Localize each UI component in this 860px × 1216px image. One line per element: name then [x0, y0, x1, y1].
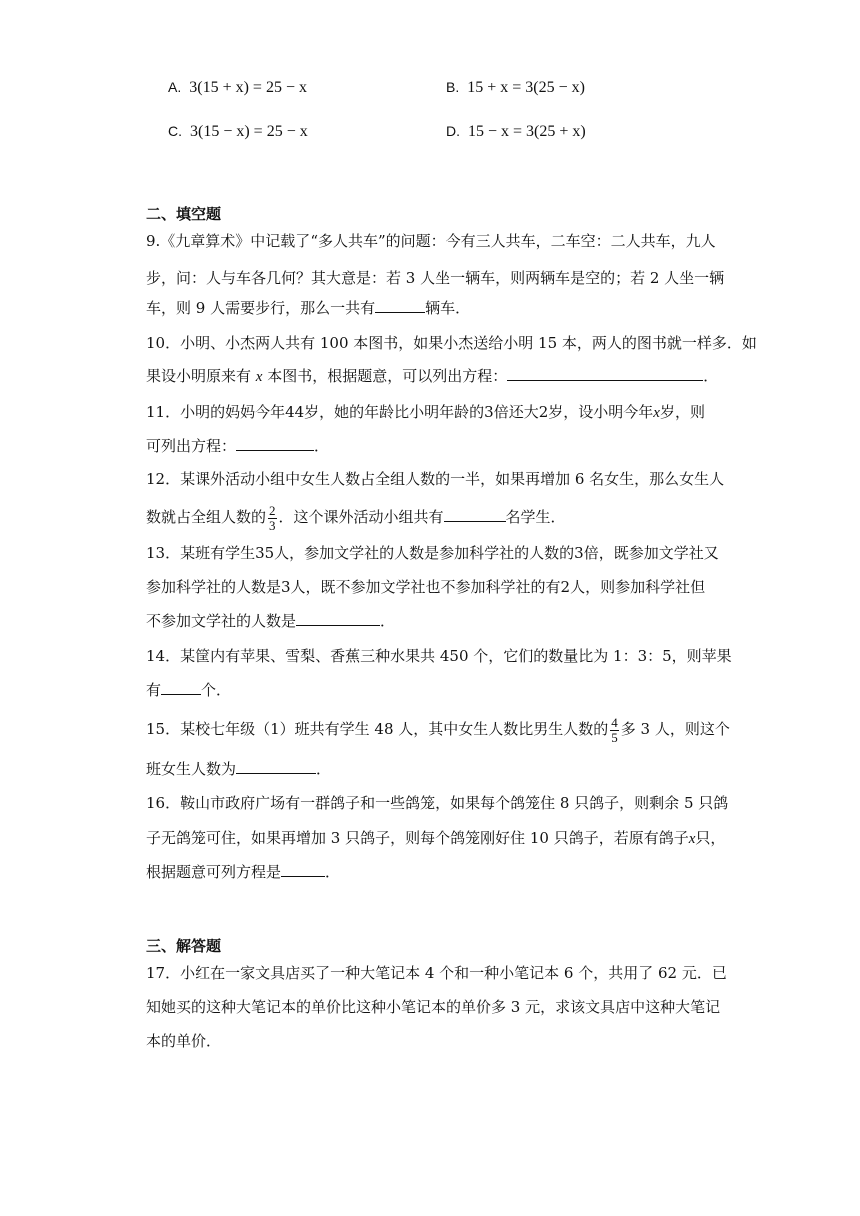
text: 辆车．: [425, 299, 471, 317]
text: 岁，则: [659, 403, 705, 421]
option-letter: C.: [168, 123, 182, 139]
text: 子无鸽笼可住，如果再增加 3 只鸽子，则每个鸽笼刚好住 10 只鸽子，若原有鸽子: [146, 829, 689, 847]
text: ．: [314, 437, 330, 455]
text: ．这个课外活动小组共有: [278, 508, 444, 526]
question-9-line-1: 9.《九章算术》中记载了“多人共车”的问题：今有三人共车，二车空：二人共车，九人: [146, 232, 716, 250]
question-15-line-1: [146, 712, 730, 746]
question-13-line-1: 13．某班有学生35人，参加文学社的人数是参加科学社的人数的3倍，既参加文学社又: [146, 544, 719, 562]
variable: x: [255, 369, 263, 385]
answer-blank[interactable]: [236, 759, 316, 774]
text: ．: [703, 367, 719, 385]
text: 有: [146, 681, 162, 699]
text: ．: [380, 612, 396, 630]
option-letter: D.: [446, 123, 460, 139]
text: 果设小明原来有: [146, 367, 252, 385]
question-16-line-2: [146, 828, 725, 849]
question-9-line-2: 步，问：人与车各几何？其大意是：若 3 人坐一辆车，则两辆车是空的；若 2 人坐一辆: [146, 269, 725, 287]
fraction: [610, 716, 619, 745]
fraction: [268, 504, 277, 533]
section-title-fill-in: 二、填空题: [146, 206, 222, 223]
option-letter: A.: [168, 79, 182, 95]
option-a[interactable]: [168, 78, 307, 97]
section-title-answer: 三、解答题: [146, 938, 222, 955]
answer-blank[interactable]: [281, 862, 325, 877]
text: 不参加文学社的人数是: [146, 612, 297, 630]
question-13-line-2: 参加科学社的人数是3人，既不参加文学社也不参加科学社的有2人，则参加科学社但: [146, 578, 706, 596]
fraction-denominator: 5: [611, 729, 618, 745]
question-12-line-1: 12．某课外活动小组中女生人数占全组人数的一半，如果再增加 6 名女生，那么女生人: [146, 470, 725, 488]
fraction-denominator: 3: [269, 517, 276, 533]
question-13-line-3: [146, 611, 395, 631]
fraction-numerator: 2: [269, 502, 276, 518]
answer-blank[interactable]: [507, 366, 703, 381]
option-expression: 3(15 + x) = 25 − x: [189, 79, 307, 96]
answer-blank[interactable]: [296, 611, 380, 626]
question-11-line-1: [146, 402, 705, 423]
text: 根据题意可列方程是: [146, 863, 282, 881]
text: 车，则 9 人需要步行，那么一共有: [146, 299, 376, 317]
option-expression: 15 + x = 3(25 − x): [467, 79, 585, 96]
question-15-line-2: [146, 759, 331, 779]
fraction-numerator: 4: [611, 714, 618, 730]
question-16-line-3: [146, 862, 340, 882]
question-17-line-1: 17．小红在一家文具店买了一种大笔记本 4 个和一种小笔记本 6 个，共用了 62 元．已: [146, 964, 727, 982]
option-letter: B.: [446, 79, 460, 95]
variable: x: [653, 405, 660, 421]
text: ．: [316, 760, 332, 778]
question-14-line-1: 14．某筐内有苹果、雪梨、香蕉三种水果共 450 个，它们的数量比为 1：3：5，则苹果: [146, 647, 732, 665]
answer-blank[interactable]: [375, 298, 425, 313]
text: 名学生．: [505, 508, 566, 526]
text: 个．: [201, 681, 232, 699]
text: 15．某校七年级（1）班共有学生 48 人，其中女生人数比男生人数的: [146, 720, 609, 738]
text: 只，: [695, 829, 726, 847]
question-17-line-3: 本的单价．: [146, 1032, 222, 1050]
text: 本图书，根据题意，可以列出方程：: [267, 367, 508, 385]
question-11-line-2: [146, 436, 329, 456]
option-c[interactable]: [168, 122, 308, 141]
text: 多 3 人，则这个: [620, 720, 730, 738]
question-12-line-2: [146, 500, 566, 534]
option-d[interactable]: [446, 122, 586, 141]
question-16-line-1: 16．鞍山市政府广场有一群鸽子和一些鸽笼，如果每个鸽笼住 8 只鸽子，则剩余 5 只鸽: [146, 794, 729, 812]
question-10-line-1: 10．小明、小杰两人共有 100 本图书，如果小杰送给小明 15 本，两人的图书就一样多．如: [146, 334, 757, 352]
option-b[interactable]: [446, 78, 585, 97]
text: 11．小明的妈妈今年44岁，她的年龄比小明年龄的3倍还大2岁，设小明今年: [146, 403, 654, 421]
question-9-line-3: [146, 298, 470, 318]
question-10-line-2: [146, 366, 718, 387]
answer-blank[interactable]: [161, 680, 201, 695]
answer-blank[interactable]: [444, 507, 506, 522]
option-expression: 3(15 − x) = 25 − x: [190, 123, 308, 140]
text: 可列出方程：: [146, 437, 237, 455]
option-expression: 15 − x = 3(25 + x): [468, 123, 586, 140]
question-14-line-2: [146, 680, 231, 700]
variable: x: [688, 831, 696, 847]
text: ．: [325, 863, 341, 881]
question-17-line-2: 知她买的这种大笔记本的单价比这种小笔记本的单价多 3 元，求该文具店中这种大笔记: [146, 998, 721, 1016]
answer-blank[interactable]: [236, 436, 314, 451]
text: 数就占全组人数的: [146, 508, 267, 526]
text: 班女生人数为: [146, 760, 237, 778]
